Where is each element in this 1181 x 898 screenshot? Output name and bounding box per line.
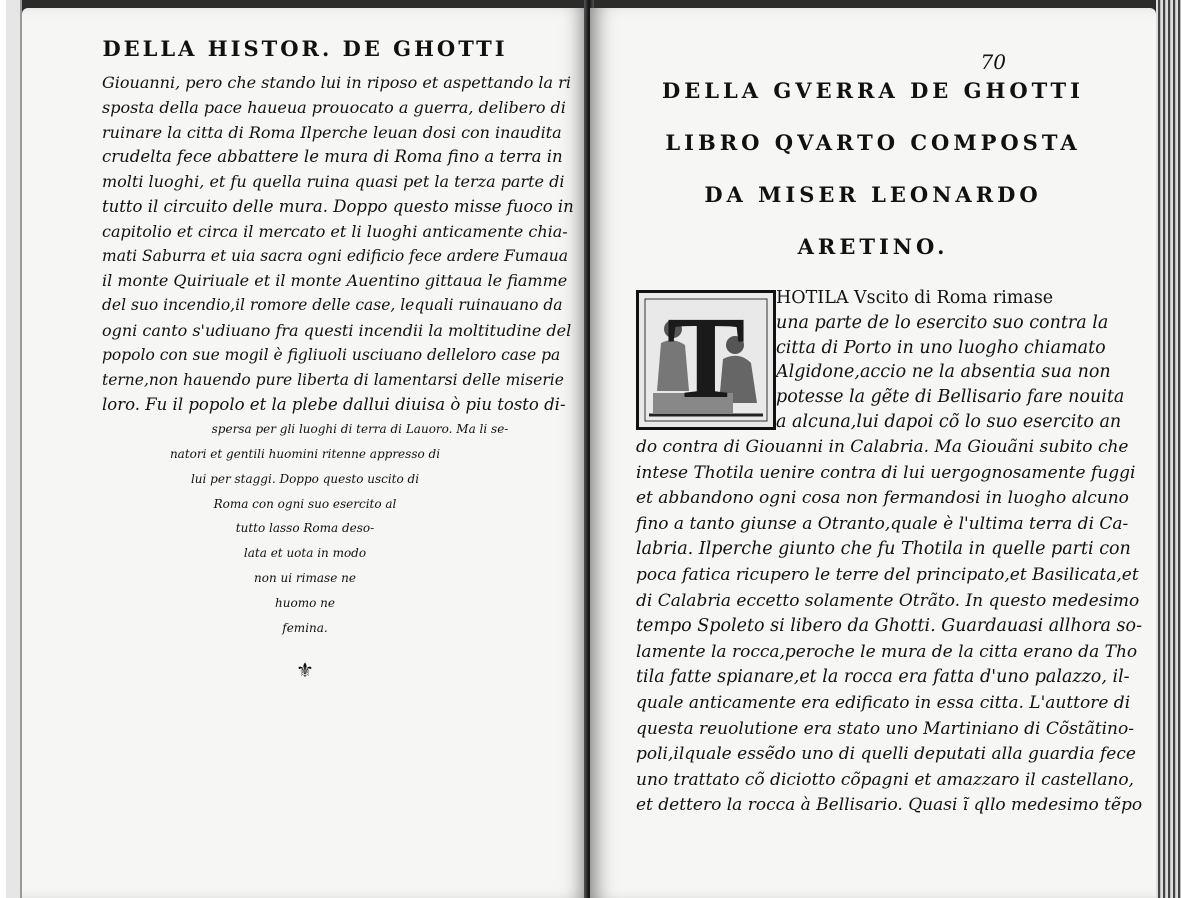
running-head: DELLA HISTOR. DE GHOTTI [102, 36, 508, 61]
text-line: potesse la gẽte di Bellisario fare nouita [776, 387, 1125, 408]
text-line: questa reuolutione era stato uno Martiniano di Cõstãtino- [636, 718, 1134, 739]
text-line: Algidone,accio ne la absentia sua non [776, 362, 1111, 383]
text-line: una parte de lo esercito suo contra la [776, 312, 1109, 333]
text-line: crudelta fece abbattere le mura di Roma fino a terra in [102, 147, 563, 167]
text-line: poli,ilquale essẽdo uno di quelli deputati alla guardia fece [636, 744, 1136, 765]
text-line: del suo incendio,il romore delle case, lequali ruinauano da [102, 296, 563, 315]
text-line: labria. Ilperche giunto che fu Thotila in quelle parti con [636, 539, 1131, 560]
text-line: loro. Fu il popolo et la plebe dallui diuisa ò piu tosto di- [102, 395, 566, 415]
text-line: popolo con sue mogil è figliuoli usciuano delleloro case pa [102, 345, 561, 364]
fleuron-ornament: ⚜ [296, 658, 314, 682]
chapter-title-line-4: ARETINO. [797, 234, 949, 259]
text-line: quale anticamente era edificato in essa citta. L'auttore di [636, 693, 1131, 713]
text-line: citta di Porto in uno luogho chiamato [776, 337, 1106, 358]
text-line: Roma con ogni suo esercito al [213, 496, 397, 511]
chapter-title-line-3: DA MISER LEONARDO [704, 182, 1042, 207]
text-line: a alcuna,lui dapoi cõ lo suo esercito an [776, 412, 1122, 432]
right-page-edge [1156, 0, 1181, 898]
decorated-initial [636, 290, 776, 430]
text-line: molti luoghi, et fu quella ruina quasi pet la terza parte di [102, 172, 565, 192]
text-line: sposta della pace haueua prouocato a guerra, delibero di [102, 97, 566, 117]
initial-letter: T [666, 292, 746, 423]
text-line: tempo Spoleto si libero da Ghotti. Guardauasi allhora so- [636, 616, 1142, 637]
left-page-edge [0, 0, 22, 898]
text-line: ruinare la citta di Roma Ilperche leuan dosi con inaudita [102, 122, 562, 142]
text-line: intese Thotila uenire contra di lui uergognosamente fuggi [636, 462, 1136, 483]
text-line: natori et gentili huomini ritenne appresso di [169, 447, 441, 461]
text-line: tutto lasso Roma deso- [235, 521, 375, 536]
text-line: mati Saburra et uia sacra ogni edificio fece ardere Fumaua [102, 246, 568, 265]
chapter-title-line-1: DELLA GVERRA DE GHOTTI [661, 78, 1085, 103]
text-line: spersa per gli luoghi di terra di Lauoro. Ma li se- [211, 422, 509, 437]
page-number: 70 [980, 50, 1006, 74]
text-line: et dettero la rocca à Bellisario. Quasi ĩ qllo medesimo tẽpo [636, 795, 1143, 816]
text-line: fino a tanto giunse a Otranto,quale è l'ultima terra di Ca- [636, 513, 1129, 534]
text-line: di Calabria eccetto solamente Otrãto. In questo medesimo [636, 590, 1140, 611]
text-line: Giouanni, pero che stando lui in riposo et aspettando la ri [102, 73, 571, 92]
left-page [22, 8, 588, 898]
text-line: femina. [282, 620, 328, 635]
text-line: HOTILA Vscito di Roma rimase [776, 288, 1054, 308]
text-line: terne,non hauendo pure liberta di lamentarsi delle miserie [102, 370, 564, 389]
text-line: tutto il circuito delle mura. Doppo questo misse fuoco in [102, 197, 574, 216]
text-line: poca fatica ricupero le terre del principato,et Basilicata,et [636, 565, 1139, 585]
text-line: et abbandono ogni cosa non fermandosi in luogho alcuno [636, 488, 1129, 509]
text-line: lamente la rocca,peroche le mura de la citta erano da Tho [636, 641, 1138, 662]
text-line: huomo ne [275, 595, 335, 610]
chapter-title-line-2: LIBRO QVARTO COMPOSTA [665, 130, 1081, 155]
text-line: ogni canto s'udiuano fra questi incendii la moltitudine del [102, 321, 572, 340]
text-line: non ui rimase ne [254, 571, 356, 585]
right-page [590, 8, 1156, 898]
text-line: il monte Quiriuale et il monte Auentino gittaua le fiamme [102, 271, 568, 291]
text-line: capitolio et circa il mercato et li luoghi anticamente chia- [102, 221, 568, 241]
text-line: lui per staggi. Doppo questo uscito di [190, 471, 420, 486]
text-line: lata et uota in modo [243, 546, 367, 561]
text-line: tila fatte spianare,et la rocca era fatta d'uno palazzo, il- [636, 667, 1130, 688]
text-line: do contra di Giouanni in Calabria. Ma Giouãni subito che [636, 437, 1129, 457]
text-line: uno trattato cõ diciotto cõpagni et amazzaro il castellano, [636, 769, 1134, 790]
